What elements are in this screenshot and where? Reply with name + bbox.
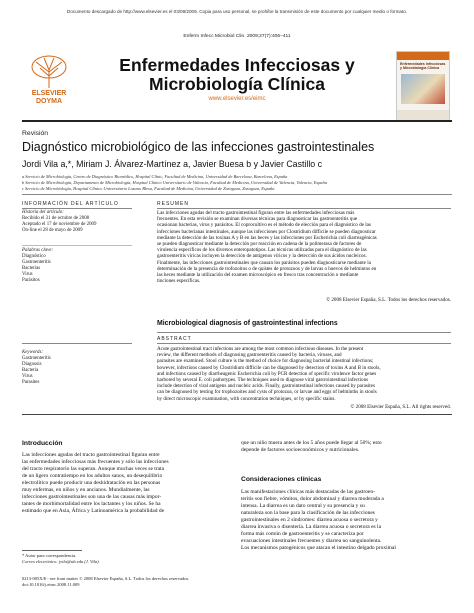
tree-logo-icon [28,54,70,88]
affiliation-a: a Servicio de Microbiología, Centro de Diagnóstico Biomédico, Hospital Clínic, Facultad de Medicina, Universidad de Barcelona, Barcelona, España [22,174,288,179]
journal-citation: Enferm Infecc Microbiol Clin. 2009;27(7):406–411 [183,34,291,39]
doi-link[interactable]: doi:10.1016/j.eimc.2008.11.009 [22,581,80,587]
affiliation-divider [22,194,452,195]
info-divider [22,208,132,209]
english-title-divider [157,332,451,333]
resumen-copyright: © 2008 Elsevier España, S.L. Todos los derechos reservados. [326,297,451,303]
article-info-heading: INFORMACIÓN DEL ARTÍCULO [22,201,119,207]
abstract-divider [157,343,451,344]
body-divider [22,414,452,415]
resumen-text: Las infecciones agudas del tracto gastrointestinal figuran entre las enfermedades infecciosas más frecuentes. En esta revisión se examinan diversas técnicas para diagnosticar las gastroenteritis que ocasionan bacterias, virus y parásitos. El coprocultivo es el método de elección para el diagnóstico de las infecciones bacterianas intestinales, aunque las infecciones por Clostridium difficile se pueden diagnosticar mediante la detección de las toxinas A y B en las heces y las infecciones por Escherichia coli diarreagénicas se pueden diagnosticar mediante la detección por reacción en cadena de la polimerasa de factores de virulencia específicos de los diversos enteropatotipos. Las técnicas utilizadas para el diagnóstico de las gastroenteritis víricas incluyen la detección de antígenos víricos y la detección de sus ácidos nucleicos. Finalmente, las infecciones gastrointestinales que causan los parásitos pueden diagnosticarse mediante la determinación de la presencia de trofozoítos o de quistes de protozoos y de larvas o huevos de helmintos en las heces mediante la utilización del examen microscópico en fresco tras concentración o mediante tinciones específicas. [157,210,377,285]
abstract-text: Acute gastrointestinal tract infections are among the most common infectious diseases. In the present review, the different methods of diagnosing gastroenteritis caused by bacteria, viruses, and parasites are examined. Stool culture is the method of choice for diagnosing bacterial intestinal infections; however, infections caused by Clostridium difficile can be diagnosed by detection of toxins A and B in stools, and infections caused by diarrheagenic Escherichia coli by PCR detection of specific virulence factor genes harbored by several E. coli pathotypes. The techniques used to diagnose viral gastrointestinal infections include detection of viral antigens and nucleic acids. Finally, gastrointestinal infections caused by parasites can be diagnosed by testing for trophozoites and cysts of protozoa, or larvae and eggs of helminths in stools by direct microscopic examination, with concentration techniques, or by specific stains. [157,346,381,402]
keywords-spanish: Palabras clave: Diagnóstico Gastroenteritis Bacterias Virus Parásitos [22,248,54,284]
intro-continuation: que un niño muera antes de los 5 años puede llegar al 50%; esto depende de factores socioeconómicos y nutricionales. [241,440,382,453]
affiliation-b: b Servicio de Microbiología, Departamento de Microbiología, Hospital Clínico Universitario de Valencia, Facultad de Medicina, Universidad de Valencia, Valencia, España [22,180,327,185]
intro-text: Las infecciones agudas del tracto gastrointestinal figuran entre las enfermedades infecciosas más frecuentes y sólo las infecciones del tracto respiratorio las superan. Aunque muchas veces se trata de un ligero contratiempo en los adultos sanos, un desequilibrio electrolítico puede producir una deshidratación en las personas muy enfermas, en niños y en ancianos. Mundialmente, las infecciones gastrointestinales son una de las causas más impor- tantes de morbimortalidad entre los lactantes y los niños. Se ha estimado que en Asia, África y Latinoamérica la probabilidad de [22,452,169,514]
clinical-text: Las manifestaciones clínicas más destacadas de las gastroen- teritis son fiebre, vómitos, dolor abdominal y diarrea moderada a intensa. La diarrea es un dato central y su presencia y su naturaleza son la base para la clasificación de las infecciones gastrointestinales en 2 síndromes: diarrea acuosa o secretora y diarrea invasiva o disentería. La diarrea acuosa o secretora es la forma más común de gastroenteritis y se caracteriza por evacuaciones intestinales frecuentes y diarrea no sanguinolenta. Los mecanismos patogénicos que atacan el intestino delgado proximal [241,489,396,551]
publisher-logo [22,52,76,110]
section-label: Revisión [22,130,49,137]
journal-cover-image [396,51,450,121]
cover-footer [397,110,449,120]
affiliation-c: c Servicio de Microbiología, Hospital Clínico Universitario Lozano Blesa, Facultad de Medicina, Universidad de Zaragoza, Zaragoza, España [22,186,275,191]
keywords-english: Keywords: Gastroenteritis Diagnosis Bacteria Virus Parasites [22,350,51,386]
clinical-heading: Consideraciones clínicas [241,476,322,483]
journal-title: Enfermedades Infecciosas y Microbiología Clínica [119,55,355,94]
author-email[interactable]: Correo electrónico: jvila@ub.edu (J. Vila). [22,558,100,564]
resumen-divider [157,208,451,209]
article-history: Historia del artículo: Recibido el 31 de octubre de 2008 Aceptado el 17 de noviembre de 2009 On-line el 28 de mayo de 2009 [22,210,97,234]
intro-heading: Introducción [22,440,63,447]
cover-title: Enfermedades Infecciosas y Microbiología Clínica [400,62,446,70]
abstract-copyright: © 2008 Elsevier España, S.L. All rights reserved. [350,404,451,410]
english-title: Microbiological diagnosis of gastrointestinal infections [157,320,338,327]
footnote-divider [22,550,82,551]
article-title: Diagnóstico microbiológico de las infecciones gastrointestinales [22,140,375,154]
cover-band [397,52,449,60]
corresponding-author-note: * Autor para correspondencia. Correo electrónico: jvila@ub.edu (J. Vila). [22,553,100,564]
download-notice: Documento descargado de http://www.elsevier.es el 03/08/2009. Copia para uso personal, se prohíbe la transmisión de este documento por cualquier medio o formato. [66,9,408,14]
header-divider [22,120,452,122]
abstract-heading: ABSTRACT [157,336,192,342]
resumen-heading: RESUMEN [157,201,190,207]
publisher-logo-text: ELSEVIER DOYMA [31,90,67,105]
journal-url-link[interactable]: www.elsevier.es/eimc [208,96,266,102]
cover-picture [401,74,445,104]
publication-info: 0213-005X/$ - see front matter © 2008 Elsevier España, S.L. Todos los derechos reservados. doi:10.1016/j.eimc.2008.11.009 [22,576,190,587]
author-list: Jordi Vila a,*, Miriam J. Álvarez-Martínez a, Javier Buesa b y Javier Castillo c [22,159,323,169]
keywords-divider [22,245,132,246]
keywords-en-divider [22,343,132,344]
